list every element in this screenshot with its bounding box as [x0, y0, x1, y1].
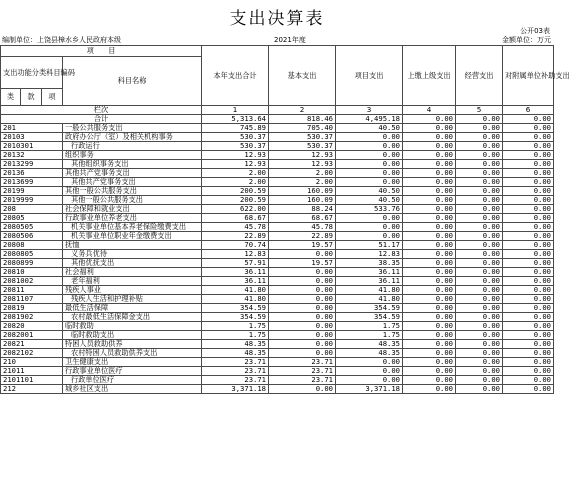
amount-cell: 354.59 — [336, 304, 403, 313]
amount-cell: 0.00 — [456, 295, 503, 304]
item-name-cell: 其他共产党事务支出 — [63, 169, 202, 178]
func-code-cell: 20811 — [1, 286, 63, 295]
amount-cell: 0.00 — [456, 151, 503, 160]
amount-cell: 530.37 — [202, 133, 269, 142]
func-code-cell: 2080899 — [1, 259, 63, 268]
amount-cell: 0.00 — [336, 142, 403, 151]
amount-cell: 0.00 — [336, 214, 403, 223]
amount-cell: 0.00 — [269, 250, 336, 259]
item-name-cell: 特困人员救助供养 — [63, 340, 202, 349]
amount-cell: 0.00 — [269, 268, 336, 277]
amount-cell: 0.00 — [336, 169, 403, 178]
meta-row — [0, 35, 554, 44]
amount-cell: 68.67 — [202, 214, 269, 223]
amount-cell: 0.00 — [503, 349, 554, 358]
amount-cell: 0.00 — [456, 349, 503, 358]
total-value: 4,495.18 — [336, 115, 403, 124]
amount-cell: 41.80 — [336, 286, 403, 295]
func-code-cell: 2013699 — [1, 178, 63, 187]
amount-cell: 0.00 — [269, 385, 336, 394]
amount-cell: 0.00 — [336, 223, 403, 232]
amount-cell: 23.71 — [202, 376, 269, 385]
amount-cell: 2.00 — [269, 169, 336, 178]
amount-cell: 0.00 — [503, 160, 554, 169]
amount-cell: 88.24 — [269, 205, 336, 214]
item-name-cell: 卫生健康支出 — [63, 358, 202, 367]
total-label: 合计 — [1, 115, 202, 124]
item-name-cell: 组织事务 — [63, 151, 202, 160]
amount-cell: 0.00 — [269, 277, 336, 286]
amount-cell: 2.00 — [202, 169, 269, 178]
amount-cell: 0.00 — [456, 241, 503, 250]
amount-cell: 0.00 — [456, 322, 503, 331]
func-code-cell: 2081002 — [1, 277, 63, 286]
amount-cell: 0.00 — [403, 295, 456, 304]
func-code-cell: 2010301 — [1, 142, 63, 151]
amount-cell: 0.00 — [456, 331, 503, 340]
func-code-cell: 2082001 — [1, 331, 63, 340]
amount-cell: 200.59 — [202, 187, 269, 196]
amount-cell: 0.00 — [269, 304, 336, 313]
amount-cell: 0.00 — [456, 304, 503, 313]
amount-cell: 40.50 — [336, 124, 403, 133]
func-code-cell: 2080505 — [1, 223, 63, 232]
total-value: 818.46 — [269, 115, 336, 124]
amount-cell: 0.00 — [456, 340, 503, 349]
table-row — [1, 232, 554, 241]
amount-cell: 0.00 — [403, 241, 456, 250]
col-number: 3 — [336, 106, 403, 115]
amount-cell: 0.00 — [456, 259, 503, 268]
item-name-cell: 机关事业单位职业年金缴费支出 — [63, 232, 202, 241]
amount-cell: 0.00 — [503, 223, 554, 232]
amount-cell: 0.00 — [269, 295, 336, 304]
amount-cell: 533.76 — [336, 205, 403, 214]
amount-cell: 12.93 — [202, 151, 269, 160]
amount-cell: 354.59 — [202, 313, 269, 322]
amount-cell: 0.00 — [503, 124, 554, 133]
amount-cell: 0.00 — [403, 205, 456, 214]
amount-cell: 0.00 — [456, 286, 503, 295]
amount-cell: 0.00 — [503, 214, 554, 223]
amount-cell: 0.00 — [336, 376, 403, 385]
item-name-cell: 义务兵优待 — [63, 250, 202, 259]
amount-cell: 0.00 — [456, 250, 503, 259]
amount-cell: 0.00 — [503, 169, 554, 178]
amount-cell: 0.00 — [456, 385, 503, 394]
amount-cell: 68.67 — [269, 214, 336, 223]
amount-cell: 0.00 — [456, 133, 503, 142]
amount-cell: 0.00 — [456, 214, 503, 223]
col-number: 1 — [202, 106, 269, 115]
amount-cell: 0.00 — [403, 349, 456, 358]
amount-cell: 41.80 — [202, 286, 269, 295]
amount-cell: 0.00 — [503, 151, 554, 160]
amount-cell: 0.00 — [503, 286, 554, 295]
amount-cell: 0.00 — [503, 358, 554, 367]
amount-cell: 530.37 — [269, 142, 336, 151]
amount-cell: 19.57 — [269, 259, 336, 268]
amount-cell: 0.00 — [403, 367, 456, 376]
amount-cell: 0.00 — [456, 124, 503, 133]
amount-cell: 705.40 — [269, 124, 336, 133]
amount-cell: 23.71 — [269, 376, 336, 385]
amount-cell: 48.35 — [336, 340, 403, 349]
amount-cell: 0.00 — [503, 133, 554, 142]
amount-cell: 0.00 — [403, 313, 456, 322]
func-code-cell: 2019999 — [1, 196, 63, 205]
amount-cell: 51.17 — [336, 241, 403, 250]
amount-cell: 3,371.18 — [336, 385, 403, 394]
col-number: 2 — [269, 106, 336, 115]
amount-cell: 0.00 — [503, 259, 554, 268]
amount-cell: 0.00 — [456, 223, 503, 232]
kuan-header: 款 — [21, 89, 42, 106]
col-header-business: 经营支出 — [456, 46, 503, 106]
item-name-cell: 其他一般公共服务支出 — [63, 196, 202, 205]
lanci-label: 栏次 — [1, 106, 202, 115]
amount-cell: 23.71 — [269, 367, 336, 376]
func-code-cell: 20136 — [1, 169, 63, 178]
amount-cell: 0.00 — [503, 205, 554, 214]
item-name-cell: 城乡社区支出 — [63, 385, 202, 394]
amount-cell: 0.00 — [403, 277, 456, 286]
amount-cell: 0.00 — [403, 214, 456, 223]
amount-cell: 12.83 — [202, 250, 269, 259]
func-code-cell: 20808 — [1, 241, 63, 250]
amount-cell: 0.00 — [503, 142, 554, 151]
func-code-cell: 2082102 — [1, 349, 63, 358]
item-name-cell: 抚恤 — [63, 241, 202, 250]
reporting-unit: 编制单位：上饶县樟水乡人民政府本级 — [2, 36, 121, 44]
item-name-cell: 政府办公厅（室）及相关机构事务 — [63, 133, 202, 142]
func-code-cell: 210 — [1, 358, 63, 367]
item-name-cell: 其他组织事务支出 — [63, 160, 202, 169]
total-value: 0.00 — [456, 115, 503, 124]
item-name-cell: 老年福利 — [63, 277, 202, 286]
func-code-cell: 20819 — [1, 304, 63, 313]
amount-cell: 0.00 — [503, 313, 554, 322]
item-name-cell: 一般公共服务支出 — [63, 124, 202, 133]
amount-cell: 36.11 — [336, 277, 403, 286]
amount-cell: 0.00 — [403, 223, 456, 232]
func-code-cell: 20132 — [1, 151, 63, 160]
func-code-cell: 21011 — [1, 367, 63, 376]
amount-cell: 1.75 — [202, 331, 269, 340]
amount-cell: 745.89 — [202, 124, 269, 133]
amount-cell: 0.00 — [503, 367, 554, 376]
amount-cell: 41.80 — [336, 295, 403, 304]
amount-cell: 0.00 — [503, 340, 554, 349]
amount-cell: 0.00 — [269, 340, 336, 349]
amount-cell: 0.00 — [336, 358, 403, 367]
amount-cell: 530.37 — [202, 142, 269, 151]
amount-cell: 0.00 — [503, 322, 554, 331]
amount-cell: 0.00 — [336, 133, 403, 142]
amount-cell: 40.50 — [336, 196, 403, 205]
amount-cell: 22.89 — [269, 232, 336, 241]
amount-cell: 19.57 — [269, 241, 336, 250]
func-code-header: 支出功能分类科目编码 — [1, 57, 63, 89]
amount-cell: 40.50 — [336, 187, 403, 196]
amount-cell: 0.00 — [269, 286, 336, 295]
item-name-cell: 社会福利 — [63, 268, 202, 277]
amount-cell: 0.00 — [503, 277, 554, 286]
amount-cell: 0.00 — [456, 313, 503, 322]
func-code-cell: 2080506 — [1, 232, 63, 241]
amount-cell: 0.00 — [403, 124, 456, 133]
func-code-cell: 20820 — [1, 322, 63, 331]
amount-cell: 0.00 — [503, 232, 554, 241]
amount-cell: 0.00 — [456, 277, 503, 286]
item-header: 项 目 — [1, 46, 202, 57]
item-name-cell: 其他一般公共服务支出 — [63, 187, 202, 196]
amount-cell: 70.74 — [202, 241, 269, 250]
amount-cell: 0.00 — [456, 142, 503, 151]
func-code-cell: 20199 — [1, 187, 63, 196]
amount-cell: 41.80 — [202, 295, 269, 304]
item-name-cell: 其他优抚支出 — [63, 259, 202, 268]
amount-cell: 0.00 — [269, 322, 336, 331]
amount-cell: 2.00 — [269, 178, 336, 187]
amount-cell: 0.00 — [456, 160, 503, 169]
page-title: 支出决算表 — [229, 9, 325, 29]
col-header-basic: 基本支出 — [269, 46, 336, 106]
amount-cell: 0.00 — [456, 367, 503, 376]
form-id: 公开03表 — [520, 27, 550, 35]
money-unit: 金额单位：万元 — [502, 36, 551, 44]
amount-cell: 0.00 — [403, 196, 456, 205]
amount-cell: 0.00 — [456, 169, 503, 178]
amount-cell: 0.00 — [403, 259, 456, 268]
amount-cell: 36.11 — [202, 268, 269, 277]
col-number: 6 — [503, 106, 554, 115]
amount-cell: 0.00 — [503, 268, 554, 277]
item-name-cell: 社会保障和就业支出 — [63, 205, 202, 214]
amount-cell: 0.00 — [403, 385, 456, 394]
func-code-cell: 208 — [1, 205, 63, 214]
item-name-cell: 残疾人事业 — [63, 286, 202, 295]
item-name-cell: 最低生活保障 — [63, 304, 202, 313]
amount-cell: 2.00 — [202, 178, 269, 187]
amount-cell: 0.00 — [456, 196, 503, 205]
amount-cell: 0.00 — [403, 133, 456, 142]
amount-cell: 0.00 — [403, 142, 456, 151]
amount-cell: 36.11 — [202, 277, 269, 286]
amount-cell: 0.00 — [403, 286, 456, 295]
col-header-total: 本年支出合计 — [202, 46, 269, 106]
amount-cell: 12.93 — [269, 160, 336, 169]
amount-cell: 36.11 — [336, 268, 403, 277]
lei-header: 类 — [1, 89, 21, 106]
amount-cell: 622.00 — [202, 205, 269, 214]
amount-cell: 530.37 — [269, 133, 336, 142]
amount-cell: 354.59 — [336, 313, 403, 322]
amount-cell: 48.35 — [336, 349, 403, 358]
amount-cell: 12.93 — [269, 151, 336, 160]
total-value: 0.00 — [403, 115, 456, 124]
amount-cell: 0.00 — [403, 232, 456, 241]
amount-cell: 0.00 — [456, 358, 503, 367]
amount-cell: 0.00 — [503, 178, 554, 187]
func-code-cell: 20810 — [1, 268, 63, 277]
amount-cell: 12.83 — [336, 250, 403, 259]
func-code-cell: 2081107 — [1, 295, 63, 304]
item-name-cell: 其他共产党事务支出 — [63, 178, 202, 187]
item-name-cell: 机关事业单位基本养老保险缴费支出 — [63, 223, 202, 232]
amount-cell: 57.91 — [202, 259, 269, 268]
amount-cell: 45.78 — [202, 223, 269, 232]
amount-cell: 0.00 — [456, 187, 503, 196]
expenditure-table — [0, 45, 570, 394]
amount-cell: 0.00 — [503, 187, 554, 196]
amount-cell: 0.00 — [403, 178, 456, 187]
amount-cell: 1.75 — [336, 322, 403, 331]
func-code-cell: 2013299 — [1, 160, 63, 169]
func-code-cell: 212 — [1, 385, 63, 394]
amount-cell: 0.00 — [336, 160, 403, 169]
total-value: 0.00 — [503, 115, 554, 124]
func-code-cell: 2101101 — [1, 376, 63, 385]
amount-cell: 0.00 — [403, 322, 456, 331]
func-code-cell: 2081902 — [1, 313, 63, 322]
amount-cell: 160.09 — [269, 196, 336, 205]
amount-cell: 0.00 — [336, 367, 403, 376]
amount-cell: 48.35 — [202, 349, 269, 358]
amount-cell: 0.00 — [503, 295, 554, 304]
item-name-cell: 行政事业单位医疗 — [63, 367, 202, 376]
amount-cell: 0.00 — [403, 187, 456, 196]
amount-cell: 160.09 — [269, 187, 336, 196]
amount-cell: 0.00 — [403, 169, 456, 178]
func-code-cell: 20103 — [1, 133, 63, 142]
amount-cell: 0.00 — [403, 151, 456, 160]
item-name-cell: 行政运行 — [63, 142, 202, 151]
amount-cell: 0.00 — [503, 331, 554, 340]
amount-cell: 0.00 — [456, 232, 503, 241]
amount-cell: 0.00 — [503, 376, 554, 385]
amount-cell: 48.35 — [202, 340, 269, 349]
amount-cell: 0.00 — [456, 376, 503, 385]
amount-cell: 12.93 — [202, 160, 269, 169]
amount-cell: 23.71 — [269, 358, 336, 367]
amount-cell: 0.00 — [403, 358, 456, 367]
amount-cell: 0.00 — [336, 178, 403, 187]
item-name-cell: 行政事业单位养老支出 — [63, 214, 202, 223]
amount-cell: 1.75 — [202, 322, 269, 331]
amount-cell: 22.89 — [202, 232, 269, 241]
amount-cell: 0.00 — [503, 304, 554, 313]
col-header-upper: 上缴上级支出 — [403, 46, 456, 106]
amount-cell: 0.00 — [269, 331, 336, 340]
fiscal-year: 2021年度 — [274, 36, 306, 44]
amount-cell: 0.00 — [269, 313, 336, 322]
func-code-cell: 2080805 — [1, 250, 63, 259]
total-value: 5,313.64 — [202, 115, 269, 124]
item-name-cell: 临时救助支出 — [63, 331, 202, 340]
item-name-header: 科目名称 — [63, 57, 202, 106]
amount-cell: 23.71 — [202, 358, 269, 367]
amount-cell: 0.00 — [503, 241, 554, 250]
amount-cell: 0.00 — [456, 205, 503, 214]
amount-cell: 0.00 — [456, 178, 503, 187]
xiang-header: 项 — [42, 89, 63, 106]
amount-cell: 0.00 — [503, 250, 554, 259]
amount-cell: 0.00 — [403, 340, 456, 349]
amount-cell: 200.59 — [202, 196, 269, 205]
amount-cell: 0.00 — [503, 385, 554, 394]
item-name-cell: 残疾人生活和护理补贴 — [63, 295, 202, 304]
func-code-cell: 20805 — [1, 214, 63, 223]
col-header-subsidy: 对附属单位补助支出 — [503, 46, 554, 106]
func-code-cell: 201 — [1, 124, 63, 133]
col-header-project: 项目支出 — [336, 46, 403, 106]
amount-cell: 0.00 — [269, 349, 336, 358]
amount-cell: 0.00 — [403, 331, 456, 340]
table-row — [1, 385, 554, 394]
amount-cell: 0.00 — [403, 376, 456, 385]
amount-cell: 45.78 — [269, 223, 336, 232]
amount-cell: 38.35 — [336, 259, 403, 268]
amount-cell: 1.75 — [336, 331, 403, 340]
amount-cell: 3,371.18 — [202, 385, 269, 394]
amount-cell: 0.00 — [403, 268, 456, 277]
col-number: 5 — [456, 106, 503, 115]
amount-cell: 354.59 — [202, 304, 269, 313]
amount-cell: 0.00 — [336, 232, 403, 241]
amount-cell: 0.00 — [336, 151, 403, 160]
amount-cell: 0.00 — [403, 160, 456, 169]
item-name-cell: 农村特困人员救助供养支出 — [63, 349, 202, 358]
item-name-cell: 农村最低生活保障金支出 — [63, 313, 202, 322]
col-number: 4 — [403, 106, 456, 115]
item-name-cell: 临时救助 — [63, 322, 202, 331]
func-code-cell: 20821 — [1, 340, 63, 349]
item-name-cell: 行政单位医疗 — [63, 376, 202, 385]
amount-cell: 0.00 — [403, 250, 456, 259]
amount-cell: 0.00 — [503, 196, 554, 205]
amount-cell: 0.00 — [403, 304, 456, 313]
amount-cell: 23.71 — [202, 367, 269, 376]
amount-cell: 0.00 — [456, 268, 503, 277]
